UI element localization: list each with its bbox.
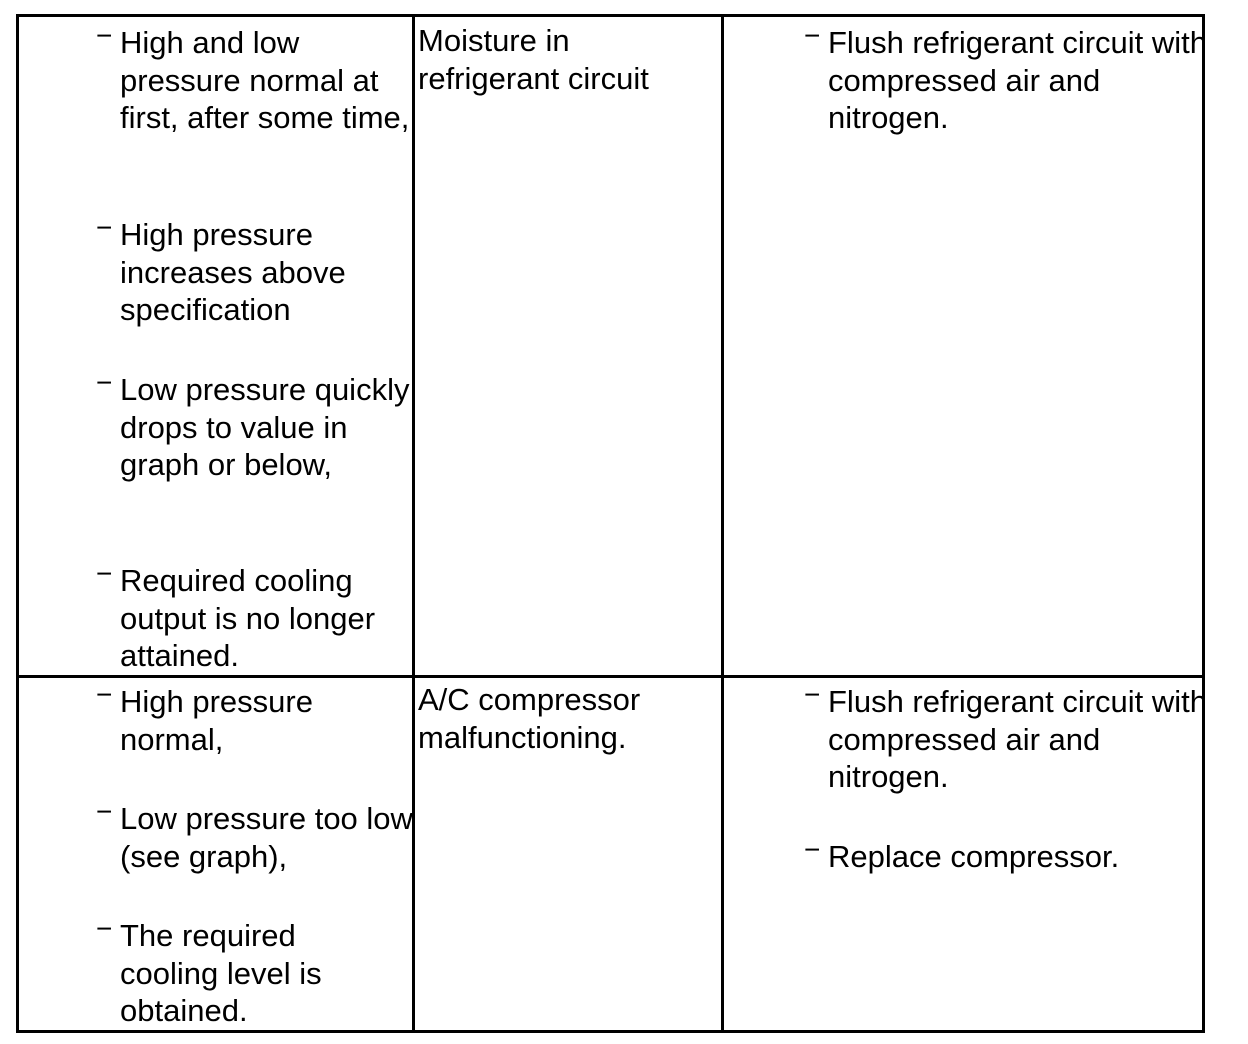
symptom-text: Required cooling output is no longer attained. — [120, 563, 376, 673]
column-divider-1 — [412, 14, 415, 1033]
diagnosis-table — [16, 14, 1208, 1033]
dash-icon: − — [96, 20, 113, 51]
column-divider-2 — [721, 14, 724, 1033]
dash-icon: − — [96, 367, 113, 398]
dash-icon: − — [96, 679, 113, 710]
row2-cause-cell — [418, 681, 708, 756]
symptom-item — [96, 212, 420, 329]
dash-icon: − — [96, 212, 113, 243]
remedy-text: Flush refrigerant circuit with compressed air and nitrogen. — [828, 25, 1208, 135]
symptom-item — [96, 558, 420, 675]
remedy-text: Replace compressor. — [828, 839, 1120, 874]
symptom-text: Low pressure quickly drops to value in graph or below, — [120, 372, 410, 482]
symptom-text: The required cooling level is obtained. — [120, 918, 322, 1028]
symptom-text: Low pressure too low (see graph), — [120, 801, 413, 874]
cause-text: Moisture in refrigerant circuit — [418, 23, 649, 96]
symptom-text: High pressure normal, — [120, 684, 313, 757]
dash-icon: − — [96, 913, 113, 944]
dash-icon: − — [804, 679, 821, 710]
symptom-item — [96, 796, 420, 875]
remedy-item — [804, 834, 1208, 876]
symptom-text: High pressure increases above specification — [120, 217, 346, 327]
dash-icon: − — [96, 558, 113, 589]
row-divider — [16, 675, 1205, 678]
dash-icon: − — [804, 834, 821, 865]
symptom-item — [96, 679, 420, 758]
row1-cause-cell — [418, 22, 708, 97]
symptom-item — [96, 367, 420, 484]
symptom-item — [96, 913, 380, 1030]
dash-icon: − — [804, 20, 821, 51]
remedy-text: Flush refrigerant circuit with compressed air and nitrogen. — [828, 684, 1208, 794]
remedy-item — [804, 20, 1208, 137]
symptom-text: High and low pressure normal at first, after some time, — [120, 25, 410, 135]
dash-icon: − — [96, 796, 113, 827]
cause-text: A/C compressor malfunctioning. — [418, 682, 641, 755]
symptom-item — [96, 20, 420, 137]
remedy-item — [804, 679, 1208, 796]
